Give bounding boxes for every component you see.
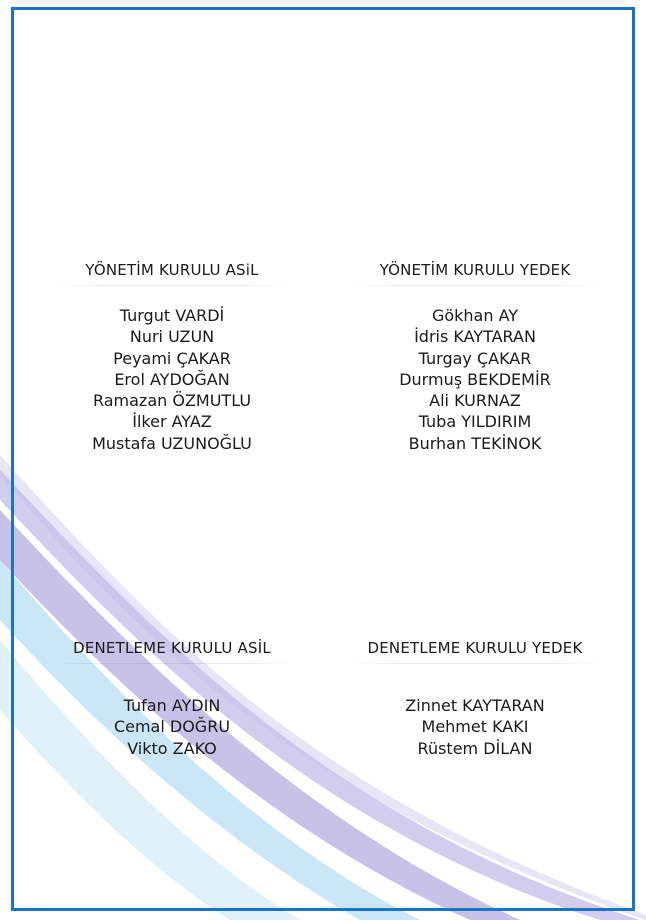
- section-title: DENETLEME KURULU YEDEK: [367, 639, 583, 657]
- member-name: Turgut VARDİ: [119, 306, 225, 325]
- member-list: [42, 695, 302, 759]
- member-list: [42, 305, 302, 454]
- section-divider: [57, 285, 287, 286]
- member-name: Mehmet KAKI: [421, 717, 529, 737]
- member-list: [345, 305, 605, 454]
- member-name: Turgay ÇAKAR: [418, 348, 532, 368]
- member-name: Cemal DOĞRU: [113, 717, 231, 737]
- section-title: YÖNETİM KURULU YEDEK: [379, 261, 571, 279]
- member-name: Tuba YILDIRIM: [418, 412, 532, 432]
- member-name: İlker AYAZ: [132, 412, 212, 432]
- section-divider: [350, 663, 600, 664]
- member-name: Rüstem DİLAN: [417, 738, 533, 758]
- board-main-section: [42, 261, 302, 454]
- member-name: Peyami ÇAKAR: [113, 348, 231, 368]
- member-name: Mustafa UZUNOĞLU: [92, 433, 252, 453]
- member-name: Nuri UZUN: [129, 327, 215, 347]
- board-substitute-section: [345, 261, 605, 454]
- member-name: Gökhan AY: [431, 306, 519, 325]
- member-name: Vikto ZAKO: [127, 738, 217, 758]
- member-name: Burhan TEKİNOK: [408, 433, 542, 453]
- section-title: YÖNETİM KURULU ASiL: [85, 261, 259, 279]
- audit-main-section: [42, 639, 302, 759]
- member-name: Zinnet KAYTARAN: [405, 696, 545, 715]
- member-name: Ali KURNAZ: [429, 391, 521, 411]
- member-list: [345, 695, 605, 759]
- audit-substitute-section: [345, 639, 605, 759]
- member-name: Durmuş BEKDEMİR: [399, 369, 551, 389]
- page-border: [11, 7, 635, 911]
- member-name: İdris KAYTARAN: [414, 327, 536, 347]
- member-name: Ramazan ÖZMUTLU: [92, 391, 252, 411]
- member-name: Erol AYDOĞAN: [114, 369, 230, 389]
- section-title: DENETLEME KURULU ASİL: [73, 639, 271, 657]
- member-name: Tufan AYDIN: [123, 696, 221, 715]
- section-divider: [52, 663, 292, 664]
- section-divider: [350, 285, 600, 286]
